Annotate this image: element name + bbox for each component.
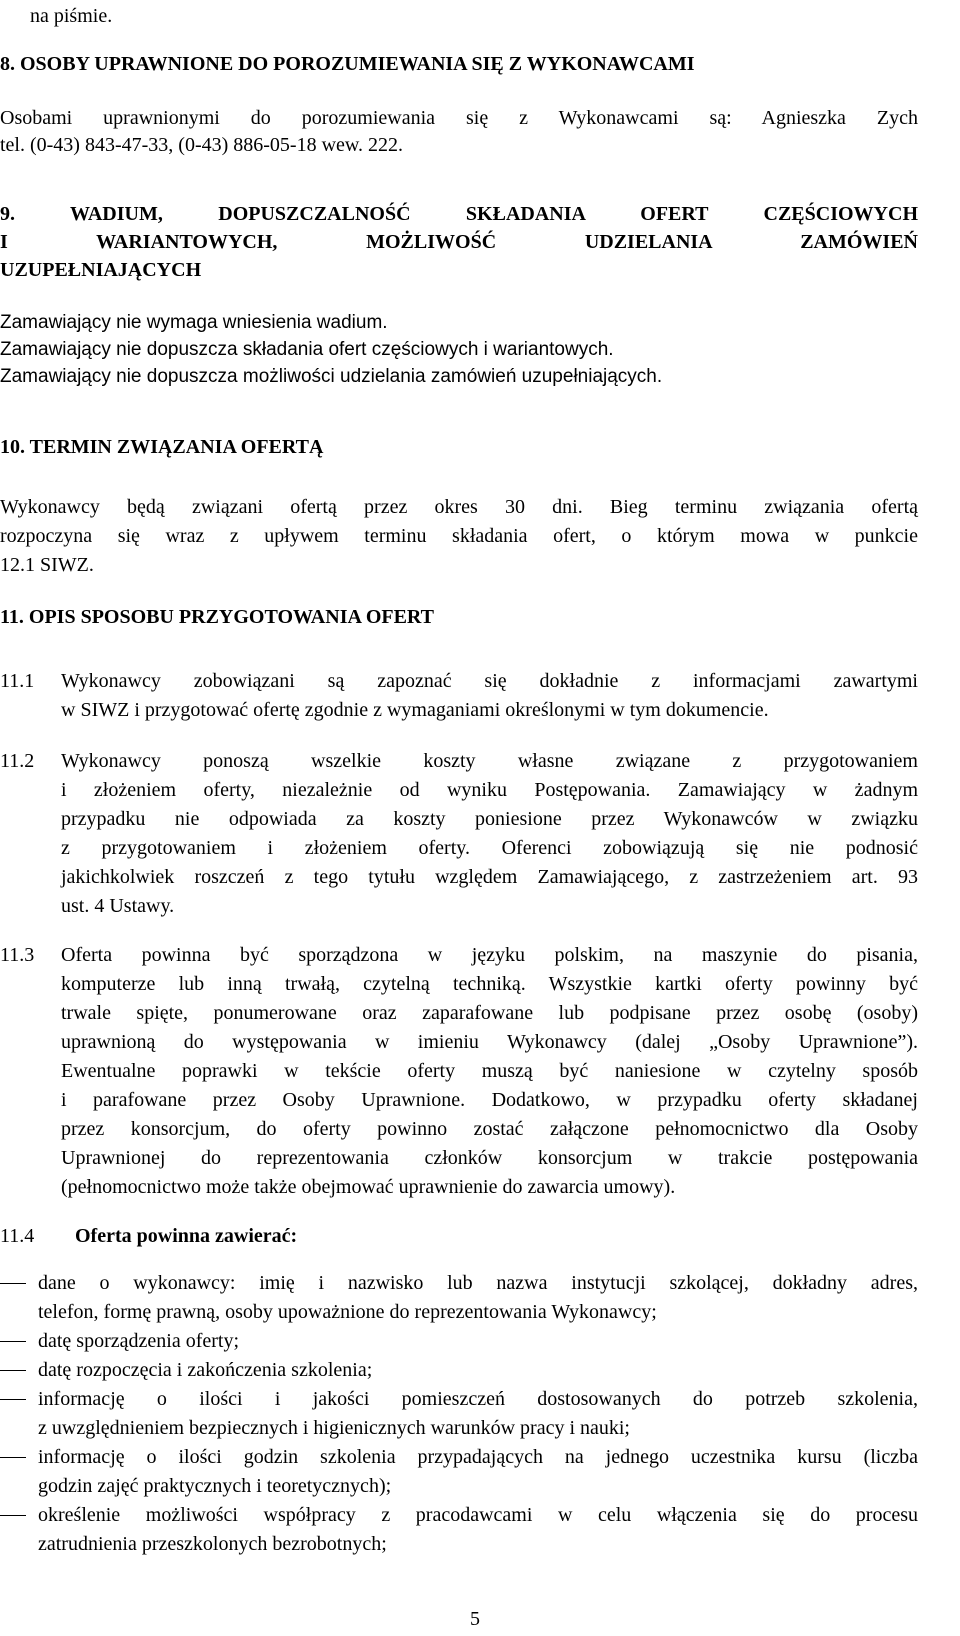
- list-item-line: telefon, formę prawną, osoby upoważnione do reprezentowania Wykonawcy;: [38, 1301, 657, 1323]
- paragraph-11-2-number: 11.2: [0, 750, 35, 772]
- section-10-line-1: Wykonawcy będą związani ofertą przez okres 30 dni. Bieg terminu związania ofertą: [0, 496, 918, 518]
- section-9-heading-2: I WARIANTOWYCH, MOŻLIWOŚĆ UDZIELANIA ZAMÓWIEŃ: [0, 231, 918, 253]
- list-item-line: godzin zajęć praktycznych i teoretycznych);: [38, 1475, 392, 1497]
- paragraph-11-3-line-8: Uprawnionej do reprezentowania członków konsorcjum w trakcie postępowania: [61, 1147, 918, 1169]
- section-9-line-2: Zamawiający nie dopuszcza składania ofert częściowych i wariantowych.: [0, 339, 614, 360]
- page-number: 5: [470, 1608, 480, 1630]
- paragraph-11-2-line-4: z przygotowaniem i złożeniem oferty. Oferenci zobowiązują się nie podnosić: [61, 837, 918, 859]
- section-8-line-1: Osobami uprawnionymi do porozumiewania się z Wykonawcami są: Agnieszka Zych: [0, 107, 918, 129]
- paragraph-11-2-line-6: ust. 4 Ustawy.: [61, 895, 175, 917]
- paragraph-11-3-line-3: trwale spięte, ponumerowane oraz zaparafowane lub podpisane przez osobę (osoby): [61, 1002, 918, 1024]
- section-9-heading-3: UZUPEŁNIAJĄCYCH: [0, 259, 202, 281]
- paragraph-11-2-line-5: jakichkolwiek roszczeń z tego tytułu względem Zamawiającego, z zastrzeżeniem art. 93: [61, 866, 918, 888]
- paragraph-11-3-line-2: komputerze lub inną trwałą, czytelną techniką. Wszystkie kartki oferty powinny być: [61, 973, 918, 995]
- paragraph-11-2-line-3: przypadku nie odpowiada za koszty poniesione przez Wykonawców w związku: [61, 808, 918, 830]
- list-item-line: zatrudnienia przeszkolonych bezrobotnych;: [38, 1533, 387, 1555]
- paragraph-11-3-line-4: uprawnioną do występowania w imieniu Wykonawcy (dalej „Osoby Uprawnione”).: [61, 1031, 918, 1053]
- section-10-heading: 10. TERMIN ZWIĄZANIA OFERTĄ: [0, 436, 324, 458]
- paragraph-11-3-number: 11.3: [0, 944, 35, 966]
- dash-bullet-icon: [0, 1283, 26, 1284]
- paragraph-11-2-line-1: Wykonawcy ponoszą wszelkie koszty własne związane z przygotowaniem: [61, 750, 918, 772]
- list-item-line: informację o ilości godzin szkolenia przypadających na jednego uczestnika kursu (liczba: [38, 1446, 918, 1468]
- list-item-line: datę rozpoczęcia i zakończenia szkolenia;: [38, 1359, 373, 1381]
- section-10-line-3: 12.1 SIWZ.: [0, 554, 94, 576]
- list-item-line: datę sporządzenia oferty;: [38, 1330, 240, 1352]
- top-line: na piśmie.: [30, 5, 113, 27]
- paragraph-11-3-line-1: Oferta powinna być sporządzona w języku polskim, na maszynie do pisania,: [61, 944, 918, 966]
- list-item-line: z uwzględnieniem bezpiecznych i higienicznych warunków pracy i nauki;: [38, 1417, 630, 1439]
- section-9-line-1: Zamawiający nie wymaga wniesienia wadium.: [0, 312, 388, 333]
- dash-bullet-icon: [0, 1370, 26, 1371]
- paragraph-11-3-line-9: (pełnomocnictwo może także obejmować uprawnienie do zawarcia umowy).: [61, 1176, 676, 1198]
- paragraph-11-1-line-1: Wykonawcy zobowiązani są zapoznać się dokładnie z informacjami zawartymi: [61, 670, 918, 692]
- dash-bullet-icon: [0, 1515, 26, 1516]
- list-item-line: informację o ilości i jakości pomieszczeń dostosowanych do potrzeb szkolenia,: [38, 1388, 918, 1410]
- paragraph-11-4-number: 11.4: [0, 1225, 35, 1247]
- section-9-line-3: Zamawiający nie dopuszcza możliwości udzielania zamówień uzupełniających.: [0, 366, 663, 387]
- dash-bullet-icon: [0, 1341, 26, 1342]
- section-11-heading: 11. OPIS SPOSOBU PRZYGOTOWANIA OFERT: [0, 606, 435, 628]
- section-8-line-2: tel. (0-43) 843-47-33, (0-43) 886-05-18 wew. 222.: [0, 134, 404, 156]
- paragraph-11-3-line-7: przez konsorcjum, do oferty powinno zostać załączone pełnomocnictwo dla Osoby: [61, 1118, 918, 1140]
- section-10-line-2: rozpoczyna się wraz z upływem terminu składania ofert, o którym mowa w punkcie: [0, 525, 918, 547]
- paragraph-11-4-title: Oferta powinna zawierać:: [75, 1225, 298, 1247]
- dash-bullet-icon: [0, 1457, 26, 1458]
- paragraph-11-3-line-5: Ewentualne poprawki w tekście oferty muszą być naniesione w czytelny sposób: [61, 1060, 918, 1082]
- list-item-line: określenie możliwości współpracy z pracodawcami w celu włączenia się do procesu: [38, 1504, 918, 1526]
- section-8-heading: 8. OSOBY UPRAWNIONE DO POROZUMIEWANIA SIĘ Z WYKONAWCAMI: [0, 53, 695, 75]
- dash-bullet-icon: [0, 1399, 26, 1400]
- paragraph-11-1-line-2: w SIWZ i przygotować ofertę zgodnie z wymaganiami określonymi w tym dokumencie.: [61, 699, 769, 721]
- paragraph-11-3-line-6: i parafowane przez Osoby Uprawnione. Dodatkowo, w przypadku oferty składanej: [61, 1089, 918, 1111]
- paragraph-11-2-line-2: i złożeniem oferty, niezależnie od wyniku Postępowania. Zamawiający w żadnym: [61, 779, 918, 801]
- section-9-heading-1: 9. WADIUM, DOPUSZCZALNOŚĆ SKŁADANIA OFERT CZĘŚCIOWYCH: [0, 203, 918, 225]
- list-item-line: dane o wykonawcy: imię i nazwisko lub nazwa instytucji szkolącej, dokładny adres,: [38, 1272, 918, 1294]
- paragraph-11-1-number: 11.1: [0, 670, 35, 692]
